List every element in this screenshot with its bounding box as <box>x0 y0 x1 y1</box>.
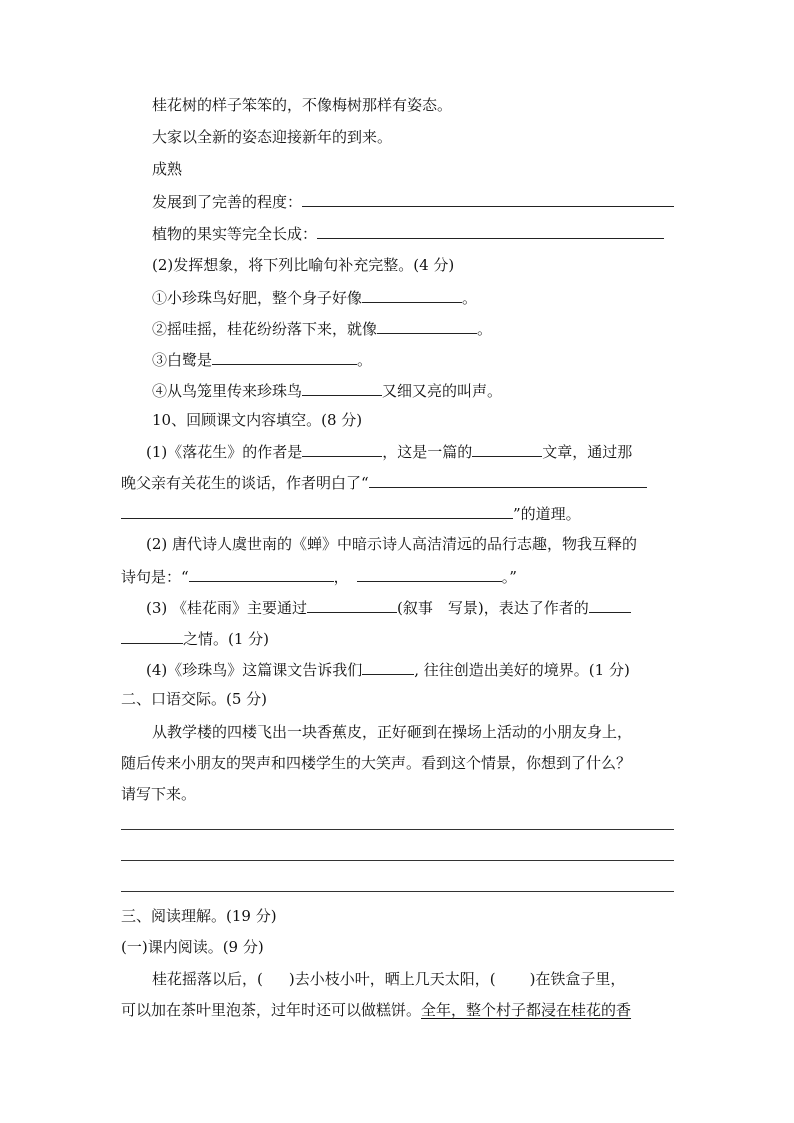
section-2-para-2: 随后传来小朋友的哭声和四楼学生的大笑声。看到这个情景，你想到了什么？ <box>121 754 632 772</box>
definition-2-blank[interactable] <box>317 223 664 239</box>
q10-2-poem-blank-2[interactable] <box>357 566 502 582</box>
simile-2-text: ②摇哇摇，桂花纷纷落下来，就像 <box>152 320 378 338</box>
q10-1-line2 <box>121 472 674 492</box>
q10-1-text-c: 文章，通过那 <box>542 443 633 461</box>
sentence-osmanthus: 桂花树的样子笨笨的，不像梅树那样有姿态。 <box>152 96 453 114</box>
q10-1-genre-blank[interactable] <box>472 441 542 457</box>
q10-4-blank[interactable] <box>362 659 414 675</box>
q10-1-text-b: ，这是一篇的 <box>382 443 473 461</box>
section-3-heading: 三、阅读理解。(19 分) <box>121 907 277 925</box>
simile-1-text: ①小珍珠鸟好肥，整个身子好像 <box>152 289 363 307</box>
q10-2-line2 <box>121 566 674 586</box>
q10-2-text-c: 。” <box>501 568 517 586</box>
definition-2-label: 植物的果实等完全长成： <box>152 225 318 243</box>
answer-line-3[interactable] <box>121 891 674 892</box>
sentence-new-year: 大家以全新的姿态迎接新年的到来。 <box>152 128 393 146</box>
answer-line-1[interactable] <box>121 829 674 830</box>
q10-3-text-c: 之情。(1 分) <box>183 630 270 648</box>
q10-1-author-blank[interactable] <box>302 441 382 457</box>
q10-4-text-a: (4)《珍珠鸟》这篇课文告诉我们 <box>146 661 363 679</box>
simile-2-blank[interactable] <box>377 318 477 334</box>
passage-text-c: )在铁盒子里， <box>529 970 626 988</box>
q10-3-text-a: (3) 《桂花雨》主要通过 <box>146 599 308 617</box>
passage-line-2 <box>121 1000 674 1020</box>
definition-1-label: 发展到了完善的程度： <box>152 193 303 211</box>
q10-1-text-a: (1)《落花生》的作者是 <box>146 443 303 461</box>
passage-line-1 <box>152 969 674 989</box>
question-10-heading: 10、回顾课文内容填空。(8 分) <box>152 411 363 429</box>
passage-underlined-text: 全年，整个村子都浸在桂花的香 <box>421 1001 632 1019</box>
simile-1 <box>152 287 674 307</box>
simile-4-text: ④从鸟笼里传来珍珠鸟 <box>152 382 303 400</box>
section-2-heading: 二、口语交际。(5 分) <box>121 690 268 708</box>
q10-1-lesson-blank-a[interactable] <box>369 472 647 488</box>
q10-4-line <box>146 659 674 679</box>
q10-3-feeling-blank-b[interactable] <box>121 628 183 644</box>
simile-2-end: 。 <box>477 320 493 338</box>
answer-line-2[interactable] <box>121 860 674 861</box>
simile-3-text: ③白鹭是 <box>152 351 213 369</box>
simile-3-blank[interactable] <box>212 349 357 365</box>
q10-3-line1 <box>146 597 674 617</box>
simile-3-end: 。 <box>357 351 373 369</box>
q10-1-text-d: 晚父亲有关花生的谈话，作者明白了“ <box>121 474 369 492</box>
simile-4-blank[interactable] <box>302 380 382 396</box>
definition-1-blank[interactable] <box>302 191 674 207</box>
passage-text-b: )去小枝小叶，晒上几天太阳，( <box>288 970 496 988</box>
q10-1-line3 <box>121 503 674 523</box>
q10-2-poem-blank-1[interactable] <box>189 566 334 582</box>
simile-4 <box>152 380 674 400</box>
simile-1-blank[interactable] <box>362 287 462 303</box>
q10-3-line2 <box>121 628 674 648</box>
reading-part-1-heading: (一)课内阅读。(9 分) <box>121 938 264 956</box>
passage-text-a: 桂花摇落以后，( <box>152 970 263 988</box>
section-2-para-1: 从教学楼的四楼飞出一块香蕉皮，正好砸到在操场上活动的小朋友身上， <box>152 723 633 741</box>
q10-2-comma: ， <box>333 568 349 586</box>
simile-2 <box>152 318 674 338</box>
q10-2-text-a: 诗句是：“ <box>121 568 189 586</box>
q10-4-text-b: , 往往创造出美好的境界。(1 分) <box>414 661 630 679</box>
simile-1-end: 。 <box>462 289 478 307</box>
question-simile-heading: (2)发挥想象，将下列比喻句补充完整。(4 分) <box>152 256 455 274</box>
q10-3-method-blank[interactable] <box>307 597 397 613</box>
definition-1 <box>152 191 674 211</box>
q10-1-lesson-blank-b[interactable] <box>121 503 513 519</box>
q10-1-text-e: ”的道理。 <box>513 505 581 523</box>
q10-3-text-b: (叙事 写景)，表达了作者的 <box>397 599 589 617</box>
passage-text-d: 可以加在茶叶里泡茶，过年时还可以做糕饼。 <box>121 1001 422 1019</box>
word-chengshu: 成熟 <box>152 160 183 178</box>
q10-1-line1 <box>146 441 674 461</box>
simile-3 <box>152 349 674 369</box>
q10-2-line1: (2) 唐代诗人虞世南的《蝉》中暗示诗人高洁清远的品行志趣，物我互释的 <box>146 535 638 553</box>
section-2-para-3: 请写下来。 <box>121 785 197 803</box>
definition-2 <box>152 223 674 243</box>
q10-3-feeling-blank-a[interactable] <box>589 597 631 613</box>
simile-4-end: 又细又亮的叫声。 <box>382 382 503 400</box>
